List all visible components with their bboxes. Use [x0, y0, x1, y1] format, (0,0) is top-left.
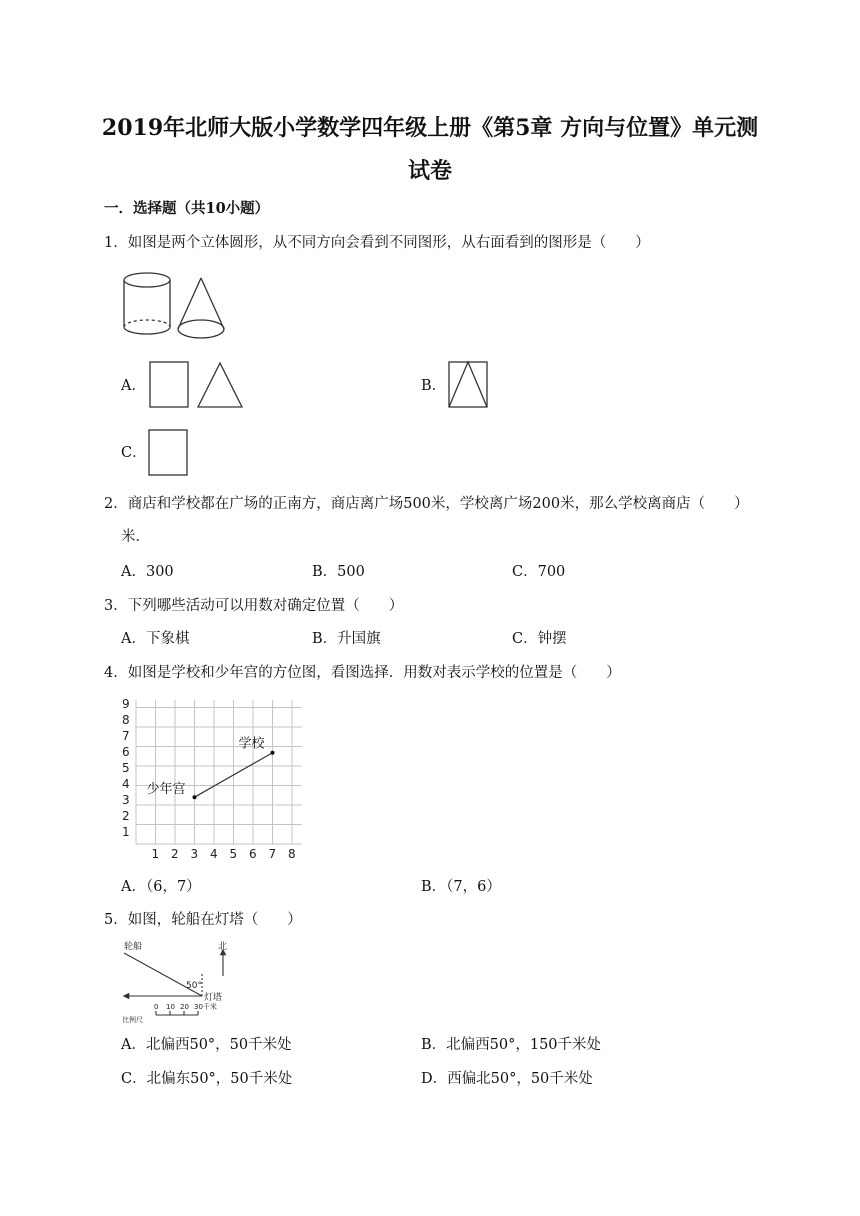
x-tick-label: 8 — [288, 847, 296, 861]
q5-option-b: B．北偏西50°，150千米处 — [421, 1037, 602, 1053]
direction-figure — [118, 938, 238, 1024]
q4-option-b: B．（7，6） — [421, 879, 501, 895]
scale-tick-30: 30千米 — [194, 1003, 217, 1011]
y-tick-label: 7 — [122, 729, 130, 743]
q4-option-a: A．（6，7） — [121, 879, 201, 895]
x-tick-label: 3 — [190, 847, 199, 861]
school-point — [271, 751, 275, 755]
q1-option-a-figure — [148, 360, 246, 410]
y-tick-label: 3 — [122, 793, 130, 807]
question-2-stem-line-1: 2．商店和学校都在广场的正南方，商店离广场500米，学校离广场200米，那么学校离商店（ ） — [104, 496, 749, 512]
solids-figure — [120, 266, 230, 348]
scale-tick-10: 10 — [166, 1003, 175, 1011]
q1-option-c-label: C． — [121, 445, 147, 461]
y-tick-label: 4 — [122, 777, 130, 791]
y-tick-label: 1 — [122, 825, 130, 839]
q3-option-a: A．下象棋 — [121, 631, 190, 647]
q5-option-c: C．北偏东50°，50千米处 — [121, 1071, 293, 1087]
x-tick-label: 4 — [210, 847, 218, 861]
q1-option-a-label: A． — [121, 378, 146, 394]
q3-option-c: C．钟摆 — [512, 631, 567, 647]
page-title-line-1: 2019年北师大版小学数学四年级上册《第5章 方向与位置》单元测 — [101, 115, 759, 141]
x-tick-label: 5 — [229, 847, 238, 861]
scale-tick-0: 0 — [154, 1003, 159, 1011]
q5-option-d: D．西偏北50°，50千米处 — [421, 1071, 593, 1087]
question-1-stem: 1．如图是两个立体圆形，从不同方向会看到不同图形，从右面看到的图形是（ ） — [104, 235, 650, 251]
cone-base — [178, 320, 224, 338]
coordinate-grid-figure — [118, 696, 302, 862]
q5-option-a: A．北偏西50°，50千米处 — [121, 1037, 292, 1053]
page-title-line-2: 试卷 — [407, 158, 452, 184]
y-tick-label: 8 — [122, 713, 130, 727]
x-tick-label: 7 — [268, 847, 277, 861]
x-tick-label: 1 — [151, 847, 160, 861]
q1-option-b-figure — [447, 360, 489, 410]
lighthouse-label: 灯塔 — [204, 993, 223, 1003]
north-label: 北 — [218, 942, 228, 952]
y-tick-label: 2 — [122, 809, 130, 823]
q3-option-b: B．升国旗 — [312, 631, 381, 647]
y-tick-label: 5 — [122, 761, 130, 775]
q2-option-b: B．500 — [312, 564, 365, 580]
x-tick-label: 6 — [249, 847, 257, 861]
school-label: 学校 — [238, 736, 265, 752]
angle-label: 50° — [186, 981, 202, 991]
q2-option-a: A．300 — [121, 564, 174, 580]
question-4-stem: 4．如图是学校和少年宫的方位图，看图选择．用数对表示学校的位置是（ ） — [104, 665, 621, 681]
question-2-stem-line-2: 米． — [121, 529, 150, 545]
x-tick-label: 2 — [171, 847, 179, 861]
palace-point — [193, 795, 197, 799]
ship-label: 轮船 — [124, 942, 143, 952]
scale-label: 比例尺 — [122, 1016, 143, 1024]
question-3-stem: 3．下列哪些活动可以用数对确定位置（ ） — [104, 598, 404, 614]
q1-option-c-figure — [147, 428, 189, 478]
question-5-stem: 5．如图，轮船在灯塔（ ） — [104, 912, 302, 928]
q2-option-c: C．700 — [512, 564, 566, 580]
y-tick-label: 6 — [122, 745, 130, 759]
y-tick-label: 9 — [122, 697, 130, 711]
scale-tick-20: 20 — [180, 1003, 189, 1011]
section-heading: 一．选择题（共10小题） — [104, 200, 270, 217]
q1-option-b-label: B． — [421, 378, 447, 394]
palace-label: 少年宫 — [146, 782, 186, 798]
cylinder-top — [124, 273, 170, 287]
